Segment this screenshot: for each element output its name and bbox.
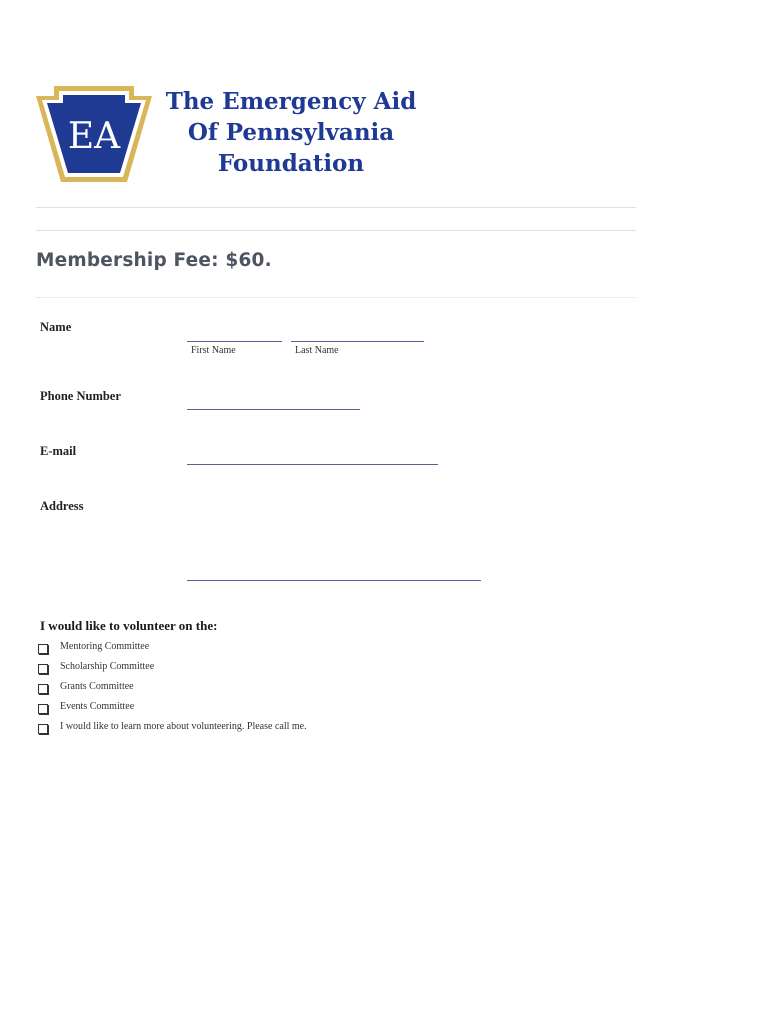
volunteer-heading: I would like to volunteer on the:: [40, 618, 218, 633]
first-name-sublabel: First Name: [191, 345, 236, 356]
mentoring-committee-checkbox[interactable]: [38, 644, 48, 654]
membership-fee-heading: Membership Fee: $60.: [36, 250, 272, 271]
phone-field[interactable]: [187, 409, 360, 410]
organization-logo: [34, 84, 154, 184]
checkbox-label: Scholarship Committee: [60, 661, 155, 672]
last-name-sublabel: Last Name: [295, 345, 339, 356]
title-line-1: The Emergency Aid: [165, 88, 417, 115]
address-field[interactable]: [187, 580, 481, 581]
email-label: E-mail: [40, 444, 77, 458]
grants-committee-checkbox[interactable]: [38, 684, 48, 694]
section-divider: [36, 230, 636, 231]
title-line-3: Foundation: [217, 150, 365, 177]
phone-label: Phone Number: [40, 389, 121, 403]
scholarship-committee-checkbox[interactable]: [38, 664, 48, 674]
learn-more-checkbox[interactable]: [38, 724, 48, 734]
header-divider: [36, 207, 636, 208]
last-name-field[interactable]: [291, 341, 424, 342]
events-committee-checkbox[interactable]: [38, 704, 48, 714]
title-line-2: Of Pennsylvania: [187, 119, 395, 146]
volunteer-option[interactable]: [38, 641, 438, 655]
checkbox-label: Events Committee: [60, 701, 135, 712]
volunteer-option[interactable]: [38, 661, 438, 675]
address-label: Address: [40, 499, 84, 513]
email-field[interactable]: [187, 464, 438, 465]
first-name-field[interactable]: [187, 341, 282, 342]
volunteer-option[interactable]: [38, 681, 438, 695]
logo-monogram: EA: [67, 116, 121, 157]
volunteer-option[interactable]: [38, 701, 438, 715]
keystone-emblem-icon: [34, 84, 154, 184]
organization-title: [156, 86, 426, 179]
volunteer-option[interactable]: [38, 721, 438, 735]
checkbox-label: Mentoring Committee: [60, 641, 150, 652]
name-label: Name: [40, 320, 72, 334]
fee-divider: [36, 297, 636, 298]
checkbox-label: I would like to learn more about volunteering. Please call me.: [60, 721, 307, 732]
checkbox-label: Grants Committee: [60, 681, 134, 692]
